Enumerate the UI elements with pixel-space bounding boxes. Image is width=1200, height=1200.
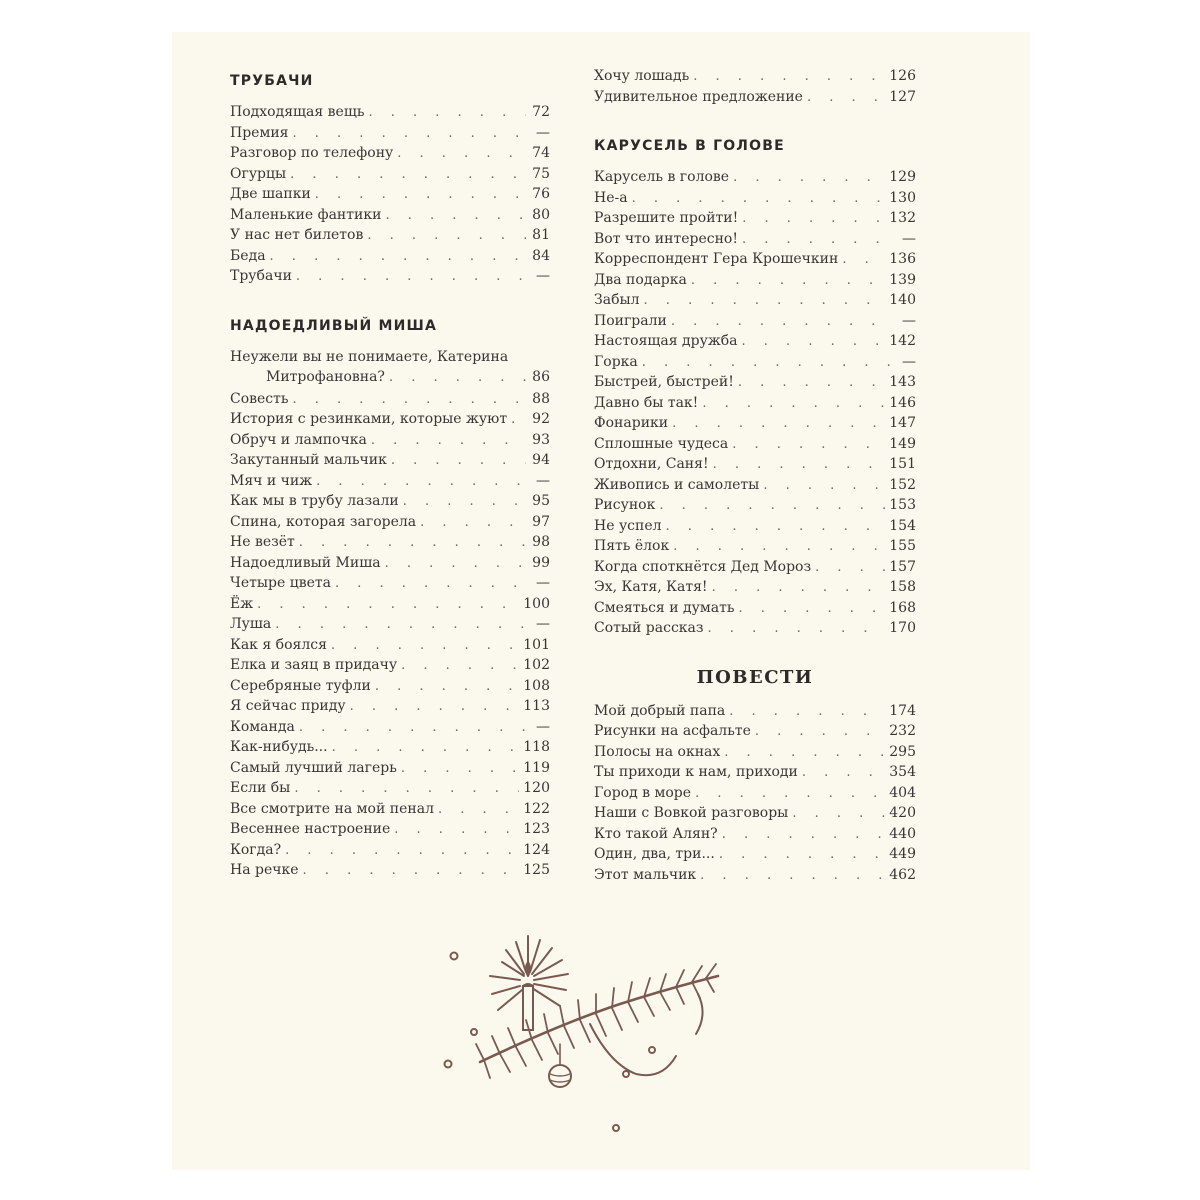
toc-entry-title: На речке <box>230 862 299 878</box>
dot-leader <box>673 537 885 558</box>
toc-entry <box>230 635 550 656</box>
toc-entry <box>594 331 916 352</box>
toc-entry <box>594 577 916 598</box>
toc-entry-page: — <box>902 353 916 370</box>
dot-leader <box>391 451 526 472</box>
toc-entry-page: 94 <box>532 452 550 468</box>
toc-entry-title: Два подарка <box>594 271 687 288</box>
dot-leader <box>738 373 885 394</box>
toc-entry-page: 149 <box>889 435 916 452</box>
toc-entry-page: 92 <box>532 411 550 427</box>
toc-entry <box>230 614 550 635</box>
toc-entry-title: Живопись и самолеты <box>594 476 760 493</box>
toc-entry-page: 168 <box>889 599 916 616</box>
toc-entry <box>594 762 916 783</box>
toc-entry-title: Разрешите пройти! <box>594 210 739 226</box>
toc-entry-page: 170 <box>889 620 916 636</box>
section-title-karusel: КАРУСЕЛЬ В ГОЛОВЕ <box>594 138 785 154</box>
toc-entry <box>594 701 916 722</box>
toc-entry-page: 132 <box>889 210 916 226</box>
toc-entry <box>230 389 550 410</box>
toc-entry <box>594 290 916 311</box>
dot-leader <box>401 656 519 677</box>
toc-entry-title: Кто такой Алян? <box>594 825 718 842</box>
toc-entry <box>594 167 916 188</box>
toc-entry-title: Не везёт <box>230 534 295 550</box>
toc-entry-page: 158 <box>889 579 916 595</box>
toc-entry-page: 124 <box>523 841 550 858</box>
toc-entry <box>230 491 550 512</box>
toc-entry-title: Рисунки на асфальте <box>594 723 751 739</box>
toc-entry-page: 129 <box>889 169 916 185</box>
toc-entry <box>230 778 550 799</box>
dot-leader <box>755 722 885 743</box>
toc-entry-title: Подходящая вещь <box>230 104 365 120</box>
toc-entry <box>594 208 916 229</box>
toc-entry-page: 119 <box>523 759 550 776</box>
toc-entry <box>594 454 916 475</box>
toc-entry-title: Удивительное предложение <box>594 88 803 105</box>
toc-entry-page: 154 <box>889 517 916 534</box>
toc-entry-title: Эх, Катя, Катя! <box>594 579 708 595</box>
toc-entry-title: Хочу лошадь <box>594 68 690 84</box>
section-title-nadoedlivyi-misha: НАДОЕДЛИВЫЙ МИША <box>230 317 438 334</box>
toc-entry <box>230 266 550 287</box>
dot-leader <box>420 513 526 534</box>
garland <box>590 1024 676 1075</box>
dot-leader <box>332 738 520 759</box>
toc-entry-title: Карусель в голове <box>594 169 730 185</box>
toc-entry <box>594 742 916 763</box>
toc-entry <box>230 409 550 430</box>
toc-entry-page: — <box>536 718 550 735</box>
toc-entry-title: Горка <box>594 353 638 370</box>
dot-leader <box>644 291 886 312</box>
toc-right-column <box>594 66 916 885</box>
toc-entry <box>230 737 550 758</box>
toc-entry <box>230 471 550 492</box>
dot-leader <box>299 533 526 554</box>
dot-leader <box>722 825 886 846</box>
dot-leader <box>666 517 886 538</box>
dot-leader <box>642 353 892 374</box>
toc-entry <box>230 512 550 533</box>
toc-entry-title: Спина, которая загорела <box>230 513 417 530</box>
dot-leader <box>724 743 885 764</box>
dot-leader <box>632 189 886 210</box>
dot-leader <box>285 841 519 862</box>
toc-entry-page: 125 <box>523 862 550 878</box>
toc-entry-title: Не-а <box>594 189 628 206</box>
dot-leader <box>693 67 885 88</box>
dot-leader <box>712 578 886 599</box>
dot-leader <box>385 554 526 575</box>
toc-entry <box>230 450 550 471</box>
dot-leader <box>385 206 526 227</box>
toc-entry-page: 151 <box>889 456 916 472</box>
toc-entry-page: 127 <box>889 88 916 105</box>
dot-leader <box>316 472 526 493</box>
toc-entry-title: Закутанный мальчик <box>230 452 387 468</box>
toc-entry-page: 118 <box>523 739 550 755</box>
dot-leader <box>708 619 886 640</box>
toc-entry-title: Все смотрите на мой пенал <box>230 800 434 817</box>
toc-section-karusel <box>594 167 916 639</box>
toc-entry-title: Как я боялся <box>230 636 327 653</box>
toc-entry-title-cont: Митрофановна? <box>266 369 385 385</box>
toc-entry-page: 75 <box>532 165 550 182</box>
toc-entry <box>594 434 916 455</box>
dot-leader <box>659 496 885 517</box>
toc-entry-title: Рисунок <box>594 497 656 513</box>
toc-entry-title: У нас нет билетов <box>230 227 364 243</box>
toc-entry <box>594 413 916 434</box>
toc-entry <box>230 573 550 594</box>
dot-leader <box>403 492 526 513</box>
dot-leader <box>807 88 885 109</box>
toc-entry-title: Наши с Вовкой разговоры <box>594 805 789 821</box>
toc-entry-title: Ты приходи к нам, приходи <box>594 764 798 780</box>
toc-section-nadoedlivyi-misha <box>230 347 550 881</box>
toc-entry <box>230 532 550 553</box>
toc-entry-page: 174 <box>889 702 916 719</box>
dot-leader <box>802 763 885 784</box>
dot-leader <box>270 247 526 268</box>
dot-leader <box>397 144 526 165</box>
toc-entry-title: Когда? <box>230 841 282 858</box>
toc-entry-title: Отдохни, Саня! <box>594 456 709 472</box>
toc-entry <box>230 655 550 676</box>
dot-leader <box>296 267 526 288</box>
toc-entry <box>230 164 550 185</box>
toc-entry-title: Если бы <box>230 780 291 796</box>
toc-entry-title: Давно бы так! <box>594 394 699 411</box>
toc-entry-page: — <box>536 268 550 284</box>
toc-entry-title: Ёж <box>230 595 254 612</box>
toc-entry <box>594 270 916 291</box>
toc-entry-title: Когда споткнётся Дед Мороз <box>594 558 812 575</box>
toc-entry-page: 130 <box>889 189 916 206</box>
toc-entry-page: 147 <box>889 415 916 431</box>
toc-entry <box>230 676 550 697</box>
toc-entry <box>230 717 550 738</box>
dot-leader <box>294 779 519 800</box>
toc-entry-page: — <box>536 472 550 489</box>
dot-leader <box>389 368 526 389</box>
dot-leader <box>275 615 526 636</box>
toc-entry-title: Огурцы <box>230 165 287 182</box>
toc-entry <box>230 143 550 164</box>
toc-entry <box>594 783 916 804</box>
toc-entry-title: Мяч и чиж <box>230 472 313 489</box>
toc-entry <box>594 66 916 87</box>
dot-leader <box>702 394 885 415</box>
toc-entry-page: 81 <box>532 227 550 243</box>
toc-entry <box>594 188 916 209</box>
dot-leader <box>371 431 526 452</box>
toc-entry-title: Маленькие фантики <box>230 206 382 223</box>
dot-leader <box>331 636 519 657</box>
dot-leader <box>691 271 885 292</box>
toc-entry <box>594 495 916 516</box>
toc-entry-title: Сплошные чудеса <box>594 435 729 452</box>
toc-entry-title: Трубачи <box>230 268 292 284</box>
toc-entry-page: — <box>902 312 916 329</box>
toc-entry-page: 123 <box>523 821 550 837</box>
toc-entry-page: 95 <box>532 493 550 509</box>
toc-entry-title: Не успел <box>594 517 662 534</box>
dot-leader <box>792 804 885 825</box>
toc-entry-title: Серебряные туфли <box>230 677 371 694</box>
toc-entry-page: 72 <box>532 104 550 120</box>
toc-entry-title: Обруч и лампочка <box>230 431 367 448</box>
toc-entry-title: Поиграли <box>594 312 667 329</box>
toc-entry <box>594 865 916 886</box>
dot-leader <box>738 599 885 620</box>
toc-entry-page: 99 <box>532 554 550 571</box>
toc-entry-title: Забыл <box>594 292 640 308</box>
toc-section-trubachi <box>230 102 550 287</box>
toc-section-povesti <box>594 701 916 886</box>
toc-entry-title: Самый лучший лагерь <box>230 759 397 776</box>
dot-leader <box>375 677 519 698</box>
toc-entry-page: 155 <box>889 538 916 554</box>
dot-leader <box>713 455 886 476</box>
dot-leader <box>763 476 885 497</box>
dot-leader <box>719 845 885 866</box>
toc-entry-page: 153 <box>889 497 916 513</box>
toc-entry-page: 80 <box>532 206 550 223</box>
toc-entry <box>230 123 550 144</box>
toc-entry-page: 74 <box>532 145 550 161</box>
toc-entry-title: Как-нибудь... <box>230 739 328 755</box>
toc-entry <box>594 844 916 865</box>
dot-leader <box>700 866 885 887</box>
toc-entry <box>594 618 916 639</box>
toc-entry <box>594 87 916 108</box>
toc-entry <box>230 347 550 389</box>
toc-entry-title: Полосы на окнах <box>594 743 721 760</box>
toc-entry-title: Четыре цвета <box>230 575 331 591</box>
toc-entry-page: 84 <box>532 247 550 264</box>
toc-entry <box>230 246 550 267</box>
dot-leader <box>350 697 520 718</box>
toc-entry <box>230 225 550 246</box>
toc-entry <box>230 819 550 840</box>
dot-leader <box>742 209 885 230</box>
toc-entry-page: 98 <box>532 534 550 550</box>
toc-entry-page: 122 <box>523 800 550 817</box>
toc-entry-page: 295 <box>889 743 916 760</box>
dot-leader <box>815 558 885 579</box>
toc-entry-page: 108 <box>523 677 550 694</box>
toc-entry-title: Премия <box>230 124 289 141</box>
toc-entry-title: История с резинками, которые жуют <box>230 411 508 427</box>
toc-entry <box>594 598 916 619</box>
dot-leader <box>671 312 892 333</box>
toc-entry-page: 146 <box>889 394 916 411</box>
decor-dot <box>451 953 458 960</box>
candle-body <box>523 986 533 1030</box>
toc-continuation <box>594 66 916 107</box>
toc-entry-page: — <box>536 124 550 141</box>
toc-entry <box>230 758 550 779</box>
toc-left-column <box>230 66 550 881</box>
toc-entry-title: Пять ёлок <box>594 538 670 554</box>
dot-leader <box>394 820 519 841</box>
toc-entry-page: 101 <box>523 636 550 653</box>
dot-leader <box>290 165 526 186</box>
toc-entry-title: Как мы в трубу лазали <box>230 493 399 509</box>
toc-entry-title: Я сейчас приду <box>230 698 346 714</box>
toc-entry-page: 143 <box>889 374 916 390</box>
toc-entry-page: 126 <box>889 68 916 84</box>
toc-entry-title: Фонарики <box>594 415 669 431</box>
toc-entry-page: 440 <box>889 825 916 842</box>
toc-entry-page: 136 <box>889 251 916 267</box>
candle-fir-branch-illustration-icon <box>440 914 740 1154</box>
toc-entry <box>230 594 550 615</box>
toc-entry-page: 102 <box>523 657 550 673</box>
toc-entry-page: 139 <box>889 271 916 288</box>
toc-entry-page: 420 <box>889 805 916 821</box>
toc-entry <box>594 475 916 496</box>
toc-entry-page: 76 <box>532 186 550 202</box>
toc-entry-title: Весеннее настроение <box>230 821 391 837</box>
dot-leader <box>742 230 892 251</box>
toc-entry-page: 462 <box>889 866 916 883</box>
dot-leader <box>367 226 526 247</box>
dot-leader <box>401 759 519 780</box>
toc-entry-title: Этот мальчик <box>594 866 697 883</box>
toc-entry <box>594 352 916 373</box>
dot-leader <box>695 784 885 805</box>
dot-leader <box>842 250 885 271</box>
toc-entry <box>594 311 916 332</box>
section-title-povesti: ПОВЕСТИ <box>696 666 814 688</box>
toc-entry-page: 113 <box>523 698 550 714</box>
toc-entry <box>230 696 550 717</box>
dot-leader <box>732 435 885 456</box>
toc-entry <box>594 229 916 250</box>
dot-leader <box>257 595 519 616</box>
toc-entry <box>594 393 916 414</box>
toc-entry-title: Настоящая дружба <box>594 333 738 349</box>
section-title-trubachi: ТРУБАЧИ <box>230 73 314 89</box>
toc-entry-page: — <box>536 575 550 591</box>
toc-entry-page: — <box>902 230 916 247</box>
toc-entry <box>230 553 550 574</box>
toc-entry-title: Смеяться и думать <box>594 599 735 616</box>
toc-entry-title: Мой добрый папа <box>594 702 726 719</box>
toc-entry-page: 88 <box>532 390 550 407</box>
toc-entry-title: Один, два, три... <box>594 846 715 862</box>
toc-entry <box>230 430 550 451</box>
toc-entry <box>230 102 550 123</box>
toc-entry <box>230 860 550 881</box>
toc-entry <box>594 803 916 824</box>
toc-entry-page: 354 <box>889 764 916 780</box>
dot-leader <box>733 168 885 189</box>
toc-entry-title: Команда <box>230 718 295 735</box>
toc-entry-page: 140 <box>889 292 916 308</box>
dot-leader <box>438 800 519 821</box>
toc-entry-page: 120 <box>523 780 550 796</box>
toc-entry-title: Вот что интересно! <box>594 230 738 247</box>
toc-entry-page: 404 <box>889 784 916 801</box>
toc-entry-page: 93 <box>532 431 550 448</box>
toc-entry-title: Две шапки <box>230 186 311 202</box>
toc-entry-title: Беда <box>230 247 266 264</box>
toc-entry <box>594 536 916 557</box>
dot-leader <box>303 861 520 882</box>
toc-entry-title: Елка и заяц в придачу <box>230 657 398 673</box>
toc-entry-page: 86 <box>532 369 550 385</box>
dot-leader <box>672 414 885 435</box>
dot-leader <box>742 332 886 353</box>
toc-entry <box>594 372 916 393</box>
toc-entry-page: 157 <box>889 558 916 575</box>
toc-entry-title: Разговор по телефону <box>230 145 394 161</box>
toc-entry-page: 449 <box>889 846 916 862</box>
dot-leader <box>299 718 526 739</box>
dot-leader <box>293 124 526 145</box>
dot-leader <box>729 702 885 723</box>
toc-entry-page: 142 <box>889 333 916 349</box>
toc-entry <box>594 721 916 742</box>
toc-entry-title: Надоедливый Миша <box>230 554 381 571</box>
toc-entry-page: — <box>536 616 550 632</box>
toc-entry <box>230 205 550 226</box>
toc-entry-title: Быстрей, быстрей! <box>594 374 734 390</box>
toc-entry <box>230 840 550 861</box>
toc-entry <box>594 249 916 270</box>
dot-leader <box>511 410 526 431</box>
toc-entry-title: Сотый рассказ <box>594 620 704 636</box>
toc-entry <box>594 824 916 845</box>
toc-entry-page: 97 <box>532 513 550 530</box>
dot-leader <box>335 574 526 595</box>
toc-entry-title: Корреспондент Гера Крошечкин <box>594 251 839 267</box>
toc-entry-title: Совесть <box>230 390 289 407</box>
book-page <box>172 32 1030 1170</box>
toc-entry-page: 100 <box>523 595 550 612</box>
dot-leader <box>293 390 526 411</box>
toc-entry-title: Луша <box>230 616 272 632</box>
toc-entry-page: 232 <box>889 723 916 739</box>
toc-entry-title: Неужели вы не понимаете, Катерина <box>230 348 509 365</box>
toc-entry <box>594 557 916 578</box>
toc-entry <box>594 516 916 537</box>
toc-entry-title: Город в море <box>594 784 692 801</box>
toc-entry-page: 152 <box>889 476 916 493</box>
toc-entry <box>230 799 550 820</box>
dot-leader <box>368 103 526 124</box>
toc-entry <box>230 184 550 205</box>
dot-leader <box>315 185 526 206</box>
